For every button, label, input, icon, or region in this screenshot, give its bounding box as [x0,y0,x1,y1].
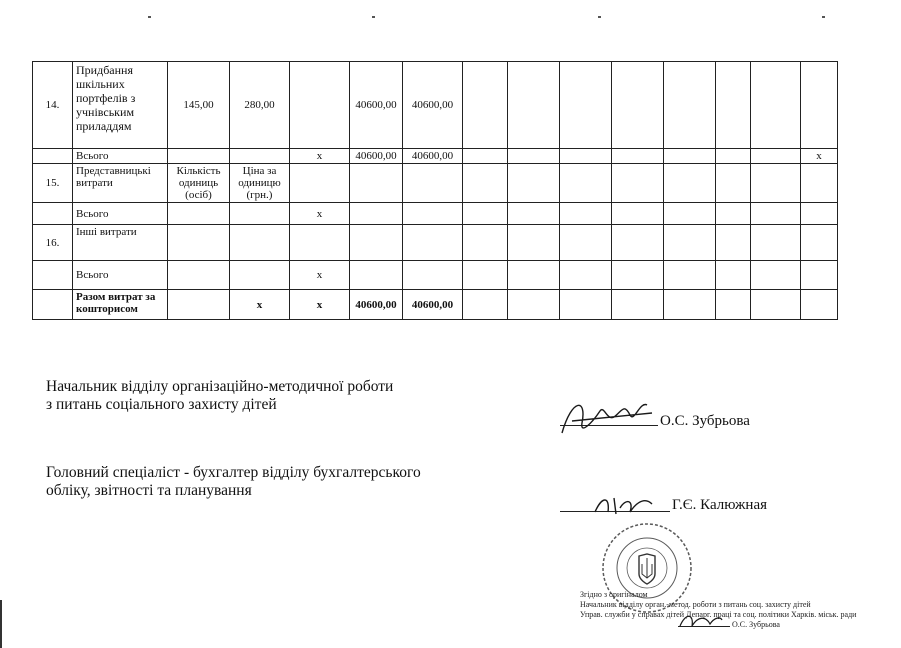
expense-table [32,61,838,320]
item-name: Всього [73,149,168,164]
table-row [33,261,838,290]
last-cell: х [801,149,838,164]
amount-cell [350,225,403,261]
price-cell [230,261,290,290]
mark-cell [290,164,350,203]
amount-cell: 40600,00 [350,62,403,149]
total-cell: 40600,00 [403,149,463,164]
total-cell: 40600,00 [403,290,463,320]
row-number: 14. [33,62,73,149]
mark-cell: х [290,149,350,164]
total-cell [403,203,463,225]
quantity-cell [168,225,230,261]
item-name: Інші витрати [73,225,168,261]
row-number [33,149,73,164]
mark-cell: х [290,261,350,290]
accountant-title: Головний спеціаліст - бухгалтер відділу бухгалтерського обліку, звітності та планування [46,464,421,499]
accountant-name: Г.Є. Калюжная [672,497,767,513]
mark-cell: х [290,203,350,225]
row-number [33,290,73,320]
head-title: Начальник відділу організаційно-методичної роботи з питань соціального захисту дітей [46,378,394,413]
quantity-cell [168,203,230,225]
head-name: О.С. Зубрьова [660,413,750,429]
price-cell [230,203,290,225]
mark-cell: х [290,290,350,320]
amount-cell: 40600,00 [350,290,403,320]
last-cell [801,261,838,290]
price-cell: 280,00 [230,62,290,149]
row-number [33,203,73,225]
accountant-signature [590,490,660,520]
item-name: Всього [73,203,168,225]
amount-cell [350,203,403,225]
item-name: Всього [73,261,168,290]
row-number: 16. [33,225,73,261]
table-row [33,225,838,261]
certification-line-1: Згідно з оригіналом [580,590,648,599]
mark-cell [290,225,350,261]
last-cell [801,290,838,320]
quantity-cell: Кількість одиниць (осіб) [168,164,230,203]
total-cell [403,261,463,290]
certification-name: О.С. Зубрьова [732,620,780,629]
table-row [33,149,838,164]
table-row [33,164,838,203]
table-row [33,203,838,225]
scan-mark [148,16,151,18]
total-cell: 40600,00 [403,62,463,149]
scan-edge [0,600,2,648]
certification-signature [676,610,726,632]
amount-cell [350,164,403,203]
price-cell [230,225,290,261]
last-cell [801,225,838,261]
price-cell: Ціна за одиницю (грн.) [230,164,290,203]
certification-line-3: Управ. служби у справах дітей Депарг. праці та соц. політики Харків. міськ. ради [580,610,857,619]
row-number [33,261,73,290]
table-row [33,62,838,149]
quantity-cell [168,149,230,164]
item-name: Представницькі витрати [73,164,168,203]
head-signature [552,393,662,443]
amount-cell [350,261,403,290]
total-cell [403,164,463,203]
mark-cell [290,62,350,149]
last-cell [801,62,838,149]
quantity-cell [168,261,230,290]
last-cell [801,164,838,203]
scan-mark [822,16,825,18]
item-name: Придбання шкільних портфелів з учнівським приладдям [73,62,168,149]
last-cell [801,203,838,225]
price-cell: х [230,290,290,320]
scan-mark [372,16,375,18]
quantity-cell: 145,00 [168,62,230,149]
total-cell [403,225,463,261]
price-cell [230,149,290,164]
quantity-cell [168,290,230,320]
row-number: 15. [33,164,73,203]
scan-mark [598,16,601,18]
amount-cell: 40600,00 [350,149,403,164]
table-row [33,290,838,320]
certification-line-2: Начальник відділу орган.-метод. роботи з питань соц. захисту дітей [580,600,811,609]
item-name: Разом витрат за кошторисом [73,290,168,320]
